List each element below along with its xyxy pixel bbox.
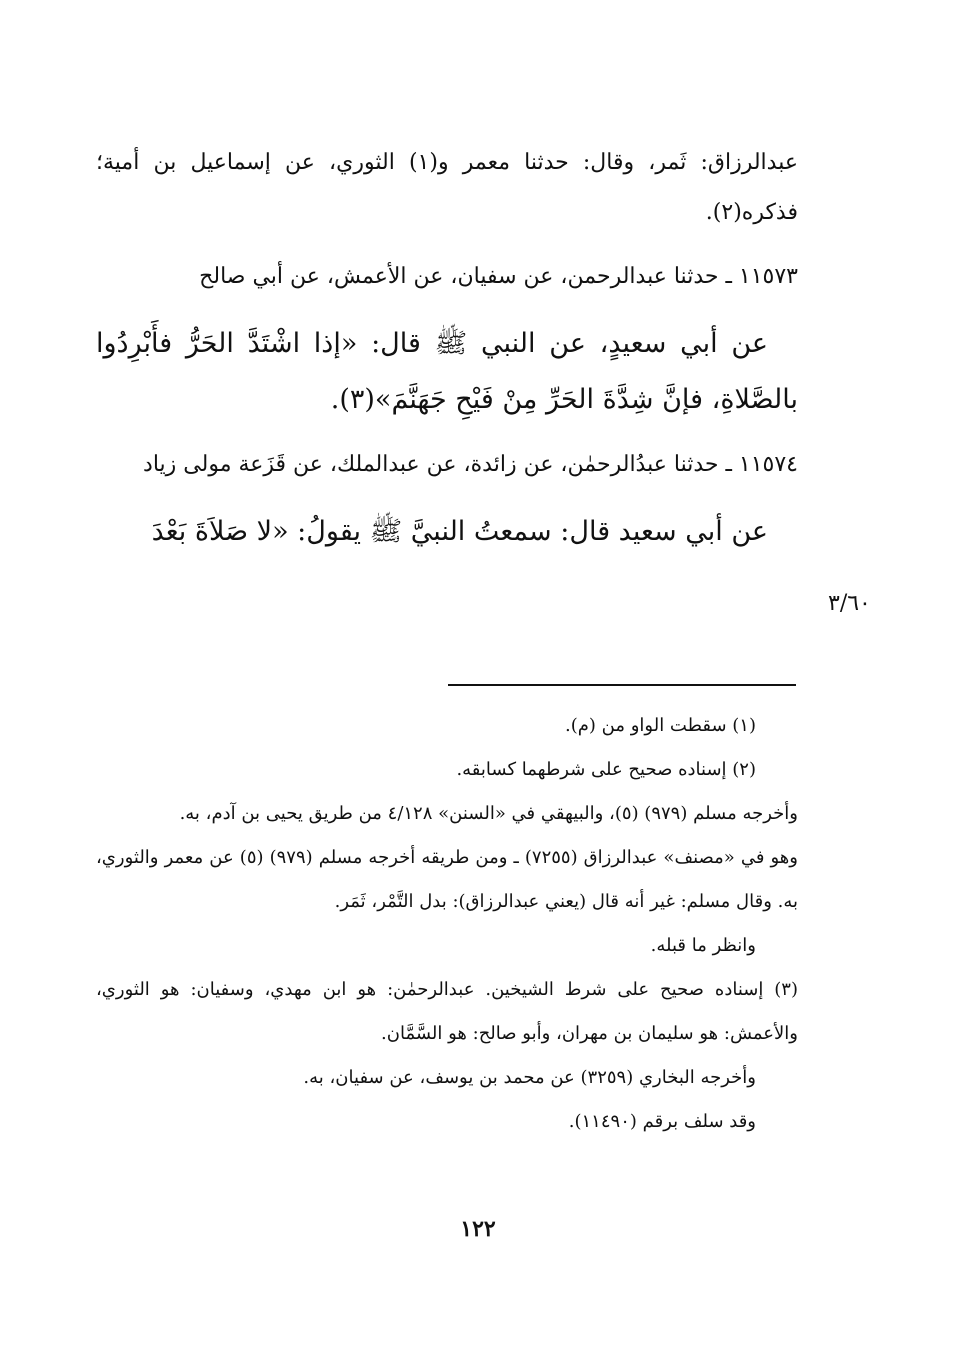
hadith-11573-text: عن أبي سعيدٍ، عن النبي ﷺ قال: «إذا اشْتَدَّ الحَرُّ فأَبْرِدُوا بالصَّلاةِ، فإنَّ شِدَّةَ الحَرِّ مِنْ فَيْحِ جَهَنَّمَ»(٣). [96,328,798,415]
margin-volume-page-reference: ٣/٦٠ [828,591,871,616]
footnote-2-takhrij: وأخرجه مسلم (٩٧٩) (٥)، والبيهقي في «السنن» ٤/١٢٨ من طريق يحيى بن آدم، به. [179,803,798,824]
page-number: ١٢٢ [460,1216,496,1242]
hadith-11574-text: عن أبي سعيد قال: سمعتُ النبيَّ ﷺ يقولُ: «لا صَلاَةَ بَعْدَ [151,516,768,547]
footnotes [96,704,798,1144]
paragraph-continuation: عبدالرزاق: ثَمر، وقال: حدثنا معمر و(١) الثوري، عن إسماعيل بن أمية؛ فذكره(٢). [96,150,798,225]
footnote-3: (٣) إسناده صحيح على شرط الشيخين. عبدالرحمٰن: هو ابن مهدي، وسفيان: هو الثوري، والأعمش: هو سليمان بن مهران، وأبو صالح: هو السَّمَّان. [96,979,798,1044]
hadith-11573-isnad: ١١٥٧٣ ـ حدثنا عبدالرحمن، عن سفيان، عن الأعمش، عن أبي صالح [199,264,798,289]
hadith-11574-matn [96,504,798,560]
footnote-2-see-also: وانظر ما قبله. [650,935,756,956]
main-text [96,138,798,572]
footnote-separator [448,684,796,686]
footnote-1: (١) سقطت الواو من (م). [565,715,756,736]
footnote-2: (٢) إسناده صحيح على شرطهما كسابقه. [456,759,756,780]
footnote-3-takhrij: وأخرجه البخاري (٣٢٥٩) عن محمد بن يوسف، عن سفيان، به. [303,1067,756,1088]
hadith-11573-matn [96,316,798,428]
hadith-11574-isnad: ١١٥٧٤ ـ حدثنا عبدُالرحمٰن، عن زائدة، عن عبدالملك، عن قَزَعة مولى زياد [143,452,798,477]
footnote-2-musannaf: وهو في «مصنف» عبدالرزاق (٧٢٥٥) ـ ومن طريقه أخرجه مسلم (٩٧٩) (٥) عن معمر والثوري، به. وقال مسلم: غير أنه قال (يعني عبدالرزاق): بدل التَّمْر، ثَمَر. [96,847,798,912]
footnote-3-cross-reference: وقد سلف برقم (١١٤٩٠). [568,1111,756,1132]
